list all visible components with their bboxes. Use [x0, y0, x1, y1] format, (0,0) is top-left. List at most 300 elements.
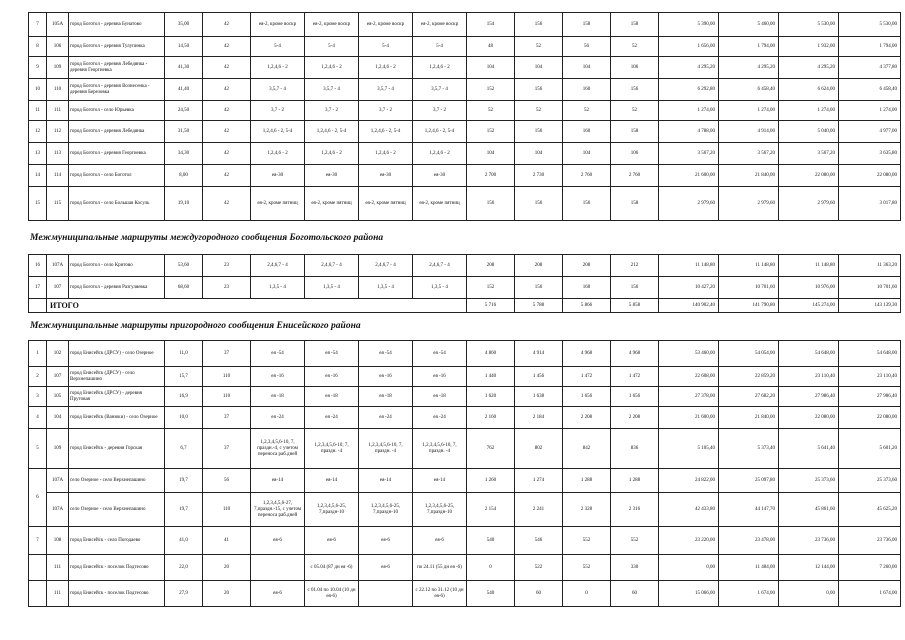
route-code: 112	[47, 121, 69, 143]
section-title-suburban-yeniseysk: Межмуниципальные маршруты пригородного сообщения Енисейского района	[30, 321, 361, 331]
trips-q3: 52	[563, 101, 611, 121]
km-total-q3: 5 040,00	[779, 121, 839, 143]
trips-q4: 158	[611, 121, 659, 143]
km-total-q4: 3 017,80	[839, 187, 901, 221]
km-total-q4: 4 377,80	[839, 57, 901, 79]
route-code: 107А	[47, 469, 69, 493]
km-total-q3: 10 976,00	[779, 277, 839, 299]
trips-q1: 762	[467, 429, 515, 469]
schedule-q1: ея-2, кроме воскр	[251, 13, 305, 37]
trips-q4: 836	[611, 429, 659, 469]
km-total-q4: 54 648,00	[839, 341, 901, 367]
schedule-q3: ея -54	[359, 341, 413, 367]
km-total-q3: 23 110,40	[779, 367, 839, 387]
km-total-q1: 53 460,00	[659, 341, 719, 367]
schedule-q4: с 22.12 по 31.12 (10 дн ея-6)	[413, 581, 467, 607]
km-total-q3: 5 530,00	[779, 13, 839, 37]
km-total-q4: 11 363,20	[839, 255, 901, 277]
trips-q3: 1 656	[563, 387, 611, 407]
km-total-q1: 21 600,00	[659, 165, 719, 187]
route-length: 27,9	[165, 581, 203, 607]
route-length: 24,50	[165, 101, 203, 121]
km-total-q3: 45 861,60	[779, 493, 839, 527]
km-total-q1: 10 427,20	[659, 277, 719, 299]
route-number: 7	[29, 527, 47, 555]
trips-q1: 152	[467, 79, 515, 101]
route-number: 5	[29, 429, 47, 469]
route-number: 10	[29, 79, 47, 101]
route-number	[29, 555, 47, 581]
trips-q3: 1 472	[563, 367, 611, 387]
route-name: город Боготол - деревня Разгуляевка	[69, 277, 165, 299]
schedule-q3: 1,2,4,6 - 2, 5-4	[359, 121, 413, 143]
route-days: 110	[203, 367, 251, 387]
route-name: город Боготол - деревня Тулупинка	[69, 37, 165, 57]
table-row	[29, 37, 901, 57]
schedule-q2: ея -16	[305, 367, 359, 387]
schedule-q4: 1,2,4,6 - 2, 5-4	[413, 121, 467, 143]
schedule-q2: ея -54	[305, 341, 359, 367]
route-number: 16	[29, 255, 47, 277]
route-length: 19,7	[165, 493, 203, 527]
schedule-q4: ея -54	[413, 341, 467, 367]
km-total-q4: 7 260,00	[839, 555, 901, 581]
trips-q4: 156	[611, 79, 659, 101]
route-length: 16,9	[165, 387, 203, 407]
km-total-q2: 6 458,40	[719, 79, 779, 101]
route-length: 31,50	[165, 121, 203, 143]
schedule-q2: ея-30	[305, 165, 359, 187]
km-total-q1: 22 608,00	[659, 367, 719, 387]
route-name: город Боготол - деревня Лебедянка	[69, 121, 165, 143]
section-title-intercity-bogotol: Межмуниципальные маршруты междугородного сообщения Боготольского района	[30, 233, 384, 243]
schedule-q3: ея-2, кроме пятниц	[359, 187, 413, 221]
route-number: 4	[29, 407, 47, 429]
route-number: 8	[29, 37, 47, 57]
trips-q2: 1 638	[515, 387, 563, 407]
schedule-q3: ея-30	[359, 165, 413, 187]
table-row	[29, 527, 901, 555]
km-total-q2: 5 373,40	[719, 429, 779, 469]
routes-table-bogotol-intercity	[28, 254, 901, 313]
trips-q1: 1 440	[467, 367, 515, 387]
km-total-q1: 23 220,00	[659, 527, 719, 555]
schedule-q4: ея -16	[413, 367, 467, 387]
schedule-q2: 1,2,4,6 - 2	[305, 57, 359, 79]
total-row-blank	[29, 299, 47, 313]
route-name: город Енисейск (Ванюки) - село Озерное	[69, 407, 165, 429]
schedule-q1: 5-4	[251, 37, 305, 57]
schedule-q1: 2,4,6,7 - 4	[251, 255, 305, 277]
route-days: 37	[203, 407, 251, 429]
route-number: 12	[29, 121, 47, 143]
total-label: ИТОГО	[47, 299, 467, 313]
route-length: 19,7	[165, 469, 203, 493]
schedule-q3: ея-2, кроме воскр	[359, 13, 413, 37]
trips-q4: 2 316	[611, 493, 659, 527]
route-code: 111	[47, 581, 69, 607]
trips-q1: 1 620	[467, 387, 515, 407]
schedule-q2: 3,5,7 - 4	[305, 79, 359, 101]
route-days: 23	[203, 255, 251, 277]
table-row	[29, 429, 901, 469]
route-name: город Боготол - село Большая Косуль	[69, 187, 165, 221]
total-p1: 5 716	[467, 299, 515, 313]
trips-q2: 104	[515, 143, 563, 165]
km-total-q4: 6 458,40	[839, 79, 901, 101]
trips-q3: 56	[563, 37, 611, 57]
schedule-q4: ея-2, кроме пятниц	[413, 187, 467, 221]
trips-q4: 158	[611, 13, 659, 37]
schedule-q3: 2,4,6,7 - 4	[359, 255, 413, 277]
table-row	[29, 57, 901, 79]
trips-q3: 552	[563, 555, 611, 581]
trips-q1: 4 860	[467, 341, 515, 367]
schedule-q3: 1,3,5 - 4	[359, 277, 413, 299]
schedule-q1: 1,2,4,6 - 2	[251, 143, 305, 165]
trips-q3: 104	[563, 143, 611, 165]
route-number: 15	[29, 187, 47, 221]
trips-q2: 2 241	[515, 493, 563, 527]
schedule-q1: 1,2,4,6 - 2	[251, 57, 305, 79]
trips-q4: 106	[611, 143, 659, 165]
table-row	[29, 367, 901, 387]
trips-q1: 154	[467, 13, 515, 37]
schedule-q2: с 05.04 (87 дн ея -6)	[305, 555, 359, 581]
km-total-q4: 10 701,60	[839, 277, 901, 299]
km-total-q2: 1 674,00	[719, 581, 779, 607]
route-days: 20	[203, 581, 251, 607]
route-code: 114	[47, 165, 69, 187]
route-length: 6,7	[165, 429, 203, 469]
route-name: город Боготол - село Боготол	[69, 165, 165, 187]
route-length: 35,00	[165, 13, 203, 37]
km-total-q4: 22 080,00	[839, 407, 901, 429]
trips-q2: 156	[515, 277, 563, 299]
km-total-q3: 3 567,20	[779, 143, 839, 165]
trips-q2: 156	[515, 187, 563, 221]
km-total-q2: 21 840,00	[719, 407, 779, 429]
km-total-q2: 1 794,00	[719, 37, 779, 57]
schedule-q1: ея-14	[251, 469, 305, 493]
route-number: 14	[29, 165, 47, 187]
trips-q2: 2 184	[515, 407, 563, 429]
route-days: 42	[203, 13, 251, 37]
route-length: 41,40	[165, 79, 203, 101]
table-row	[29, 493, 901, 527]
trips-q3: 104	[563, 57, 611, 79]
km-total-q1: 6 292,80	[659, 79, 719, 101]
route-code: 113	[47, 143, 69, 165]
km-total-q3: 5 641,40	[779, 429, 839, 469]
route-name: город Боготол - село Критово	[69, 255, 165, 277]
km-total-q1: 4 295,20	[659, 57, 719, 79]
trips-q3: 552	[563, 527, 611, 555]
trips-q2: 208	[515, 255, 563, 277]
route-length: 34,30	[165, 143, 203, 165]
route-days: 23	[203, 277, 251, 299]
schedule-q4: 3,7 - 2	[413, 101, 467, 121]
schedule-q4: 1,3,5 - 4	[413, 277, 467, 299]
km-total-q1: 27 378,00	[659, 387, 719, 407]
schedule-q1: ея-30	[251, 165, 305, 187]
trips-q2: 52	[515, 101, 563, 121]
trips-q1: 2 154	[467, 493, 515, 527]
route-code: 115	[47, 187, 69, 221]
km-total-q4: 3 635,80	[839, 143, 901, 165]
km-total-q3: 12 144,00	[779, 555, 839, 581]
trips-q1: 156	[467, 187, 515, 221]
route-code: 107	[47, 367, 69, 387]
route-name: город Боготол - деревна Бунатово	[69, 13, 165, 37]
km-total-q4: 1 674,00	[839, 581, 901, 607]
route-days: 37	[203, 429, 251, 469]
route-name: город Енисейск - поселок Подтесово	[69, 555, 165, 581]
route-number: 7	[29, 13, 47, 37]
km-total-q4: 27 986,40	[839, 387, 901, 407]
table-row	[29, 79, 901, 101]
table-row	[29, 581, 901, 607]
km-total-q2: 5 460,00	[719, 13, 779, 37]
route-code: 108	[47, 527, 69, 555]
route-name: город Енисейск (ДРСУ) - село Верхнепашино	[69, 367, 165, 387]
route-length: 14,50	[165, 37, 203, 57]
schedule-q4: 1,2,4,6 - 2	[413, 57, 467, 79]
route-days: 42	[203, 143, 251, 165]
schedule-q3: 1,2,4,6 - 2	[359, 57, 413, 79]
km-total-q1: 42 433,80	[659, 493, 719, 527]
trips-q2: 2 730	[515, 165, 563, 187]
km-total-q3: 1 932,00	[779, 37, 839, 57]
table-row	[29, 121, 901, 143]
km-total-q2: 23 478,00	[719, 527, 779, 555]
trips-q4: 1 656	[611, 387, 659, 407]
schedule-q3: ея -16	[359, 367, 413, 387]
schedule-q2: 1,2,3,4,5,6-10, 7, праздн. -4	[305, 429, 359, 469]
trips-q3: 156	[563, 187, 611, 221]
routes-table-bogotol-suburban	[28, 12, 901, 221]
schedule-q3: ея-6	[359, 527, 413, 555]
route-code: 109	[47, 57, 69, 79]
km-total-q1: 1 274,00	[659, 101, 719, 121]
route-length: 22,0	[165, 555, 203, 581]
route-name: город Боготол - деревня Лебедянка - деревня Георгиевка	[69, 57, 165, 79]
route-number	[29, 581, 47, 607]
trips-q1: 1 260	[467, 469, 515, 493]
schedule-q1: 1,2,4,6 - 2, 5-4	[251, 121, 305, 143]
km-total-q1: 2 979,60	[659, 187, 719, 221]
total-s1: 140 902,40	[659, 299, 719, 313]
table-row	[29, 13, 901, 37]
km-total-q1: 5 390,00	[659, 13, 719, 37]
trips-q3: 160	[563, 121, 611, 143]
trips-q4: 106	[611, 57, 659, 79]
km-total-q3: 6 624,00	[779, 79, 839, 101]
schedule-q4: 3,5,7 - 4	[413, 79, 467, 101]
route-name: город Боготол - село Юрьевка	[69, 101, 165, 121]
table-row	[29, 165, 901, 187]
table-row	[29, 407, 901, 429]
schedule-q4: ея -24	[413, 407, 467, 429]
km-total-q4: 23 110,40	[839, 367, 901, 387]
trips-q1: 2 160	[467, 407, 515, 429]
route-code: 105	[47, 387, 69, 407]
schedule-q1: 1,3,5 - 4	[251, 277, 305, 299]
route-code: 111	[47, 555, 69, 581]
trips-q4: 1 288	[611, 469, 659, 493]
schedule-q2: ея -18	[305, 387, 359, 407]
table-row	[29, 387, 901, 407]
km-total-q1: 5 105,40	[659, 429, 719, 469]
km-total-q4: 5 601,20	[839, 429, 901, 469]
km-total-q2: 11 148,80	[719, 255, 779, 277]
km-total-q4: 5 530,00	[839, 13, 901, 37]
trips-q3: 2 328	[563, 493, 611, 527]
route-days: 42	[203, 165, 251, 187]
trips-q1: 2 700	[467, 165, 515, 187]
schedule-q1: 3,7 - 2	[251, 101, 305, 121]
route-name: город Боготол - деревня Георгиевка	[69, 143, 165, 165]
km-total-q3: 23 736,00	[779, 527, 839, 555]
km-total-q2: 1 274,00	[719, 101, 779, 121]
trips-q4: 158	[611, 187, 659, 221]
schedule-q3: 3,7 - 2	[359, 101, 413, 121]
schedule-q4: 1,2,4,6 - 2	[413, 143, 467, 165]
route-name: село Озерное - село Верхнепашино	[69, 493, 165, 527]
schedule-q3: 1,2,3,4,5,6-10, 7, праздн. -4	[359, 429, 413, 469]
schedule-q1: ея-2, кроме пятниц	[251, 187, 305, 221]
km-total-q4: 23 736,00	[839, 527, 901, 555]
trips-q1: 152	[467, 121, 515, 143]
km-total-q2: 4 914,00	[719, 121, 779, 143]
route-days: 42	[203, 37, 251, 57]
route-days: 42	[203, 101, 251, 121]
route-number: 11	[29, 101, 47, 121]
schedule-q2: ея -24	[305, 407, 359, 429]
km-total-q3: 22 080,00	[779, 407, 839, 429]
km-total-q1: 3 567,20	[659, 143, 719, 165]
trips-q4: 52	[611, 37, 659, 57]
trips-q4: 2 760	[611, 165, 659, 187]
route-length: 8,00	[165, 165, 203, 187]
schedule-q2: ея-14	[305, 469, 359, 493]
table-row	[29, 187, 901, 221]
schedule-q3: ея-6	[359, 555, 413, 581]
route-length: 41,30	[165, 57, 203, 79]
km-total-q2: 2 979,60	[719, 187, 779, 221]
route-code: 102	[47, 341, 69, 367]
route-code: 109	[47, 429, 69, 469]
km-total-q4: 4 977,00	[839, 121, 901, 143]
trips-q1: 152	[467, 277, 515, 299]
route-number: 17	[29, 277, 47, 299]
trips-q1: 104	[467, 57, 515, 79]
route-days: 41	[203, 527, 251, 555]
km-total-q1: 4 788,00	[659, 121, 719, 143]
km-total-q2: 10 701,60	[719, 277, 779, 299]
route-days: 42	[203, 121, 251, 143]
schedule-q3: ея-14	[359, 469, 413, 493]
schedule-q3: ея -24	[359, 407, 413, 429]
schedule-q4: ея-30	[413, 165, 467, 187]
table-row	[29, 341, 901, 367]
schedule-q2: 5-4	[305, 37, 359, 57]
schedule-q2: 3,7 - 2	[305, 101, 359, 121]
route-number: 3	[29, 387, 47, 407]
schedule-q1: ея -54	[251, 341, 305, 367]
km-total-q1: 21 600,00	[659, 407, 719, 429]
schedule-q1: 1,2,3,4,5,6-27, 7,праздн.-15, с учетом переноса раб.дней	[251, 493, 305, 527]
route-days: 56	[203, 469, 251, 493]
km-total-q3: 4 295,20	[779, 57, 839, 79]
route-name: город Енисейск - поселок Подтесово	[69, 581, 165, 607]
schedule-q4: 1,2,3,4,5,6-10, 7, праздн. -4	[413, 429, 467, 469]
trips-q4: 552	[611, 527, 659, 555]
schedule-q4: ея-2, кроме воскр	[413, 13, 467, 37]
trips-q4: 2 208	[611, 407, 659, 429]
trips-q4: 330	[611, 555, 659, 581]
schedule-q2: ея-2, кроме пятниц	[305, 187, 359, 221]
total-s3: 145 274,00	[779, 299, 839, 313]
schedule-q3: 3,5,7 - 4	[359, 79, 413, 101]
schedule-q1: ея-6	[251, 527, 305, 555]
km-total-q3: 54 648,00	[779, 341, 839, 367]
table-row	[29, 143, 901, 165]
trips-q2: 4 914	[515, 341, 563, 367]
schedule-q4: 5-4	[413, 37, 467, 57]
trips-q1: 104	[467, 143, 515, 165]
trips-q3: 4 968	[563, 341, 611, 367]
schedule-q1: ея -24	[251, 407, 305, 429]
route-days: 42	[203, 57, 251, 79]
km-total-q1: 11 148,80	[659, 255, 719, 277]
route-number: 9	[29, 57, 47, 79]
route-code: 110	[47, 79, 69, 101]
trips-q3: 2 760	[563, 165, 611, 187]
km-total-q3: 27 986,40	[779, 387, 839, 407]
schedule-q1: 1,2,3,4,5,6-10, 7, праздн.-4, с учетом переноса раб.дней	[251, 429, 305, 469]
total-s4: 143 139,30	[839, 299, 901, 313]
schedule-q3: ея -18	[359, 387, 413, 407]
km-total-q2: 44 147,70	[719, 493, 779, 527]
schedule-q2: 1,3,5 - 4	[305, 277, 359, 299]
km-total-q2: 54 054,00	[719, 341, 779, 367]
km-total-q2: 21 840,00	[719, 165, 779, 187]
route-length: 11,0	[165, 341, 203, 367]
km-total-q2: 11 484,00	[719, 555, 779, 581]
trips-q1: 540	[467, 527, 515, 555]
table-row	[29, 469, 901, 493]
route-code: 105А	[47, 13, 69, 37]
route-days: 37	[203, 341, 251, 367]
route-name: город Енисейск (ДРСУ) - деревня Прутовая	[69, 387, 165, 407]
trips-q2: 522	[515, 555, 563, 581]
schedule-q2: 2,4,6,7 - 4	[305, 255, 359, 277]
km-total-q2: 25 097,80	[719, 469, 779, 493]
route-length: 68,60	[165, 277, 203, 299]
trips-q1: 52	[467, 101, 515, 121]
total-p3: 5 866	[563, 299, 611, 313]
trips-q1: 0	[467, 555, 515, 581]
schedule-q1: ея-6	[251, 581, 305, 607]
route-days: 42	[203, 187, 251, 221]
schedule-q2: 1,2,4,6 - 2, 5-4	[305, 121, 359, 143]
schedule-q4: 1,2,3,4,5,6-25, 7,праздн-10	[413, 493, 467, 527]
route-name: село Озерное - село Верхнепашино	[69, 469, 165, 493]
km-total-q1: 0,00	[659, 555, 719, 581]
km-total-q3: 2 979,60	[779, 187, 839, 221]
route-code: 107	[47, 277, 69, 299]
